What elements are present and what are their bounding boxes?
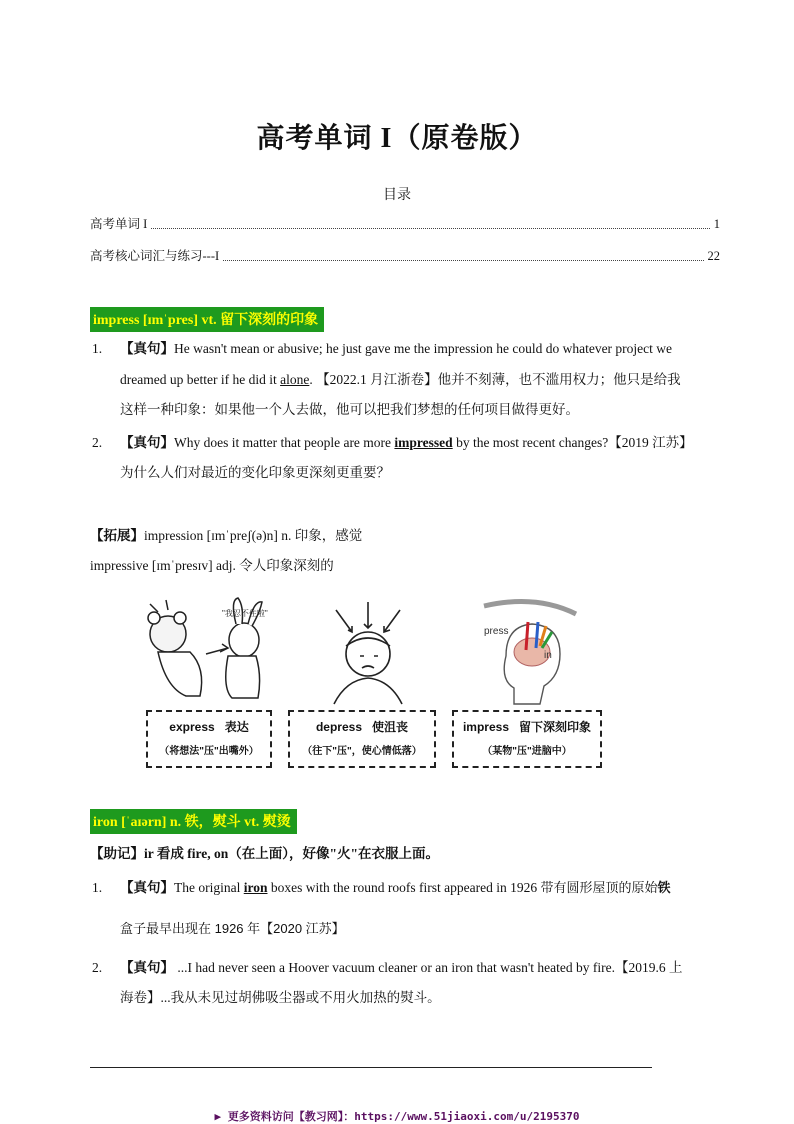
- item-number: 2.: [92, 960, 103, 975]
- card-meaning: 表达: [224, 720, 249, 734]
- toc-leader-dots: [223, 260, 703, 261]
- head-brain-cartoon: [484, 602, 576, 705]
- toc-heading: 目录: [383, 188, 411, 203]
- card-meaning: 留下深刻印象: [519, 720, 592, 734]
- sentence-text: by the most recent changes?【2019 江苏】: [452, 435, 693, 450]
- card-note: （将想法"压"出嘴外）: [159, 746, 259, 757]
- item-number: 2.: [92, 435, 103, 450]
- impress-sentence-2-line-1: [120, 433, 720, 453]
- depressed-person-cartoon: [334, 602, 402, 704]
- cartoon-drawings: [136, 596, 606, 708]
- toc-entry-label: 高考核心词汇与练习---I: [90, 249, 220, 263]
- toc-entry-page: 1: [713, 217, 720, 231]
- sentence-text: . 【2022.1 月江浙卷】他并不刻薄，也不滥用权力；他只是给我: [309, 372, 681, 387]
- keyword-underlined: iron: [243, 880, 268, 895]
- impress-card: [452, 710, 602, 768]
- toc-entry-page: 22: [707, 249, 720, 263]
- card-word: depress: [315, 720, 362, 734]
- keyword-bold: 铁: [657, 880, 671, 895]
- express-card: [146, 710, 272, 768]
- toc-entry-label: 高考单词 I: [90, 217, 148, 231]
- translation-text: 带有圆形屋顶的原始: [540, 880, 658, 895]
- extension-text: impression [ɪmˈpreʃ(ə)n] n. 印象，感觉: [144, 528, 363, 543]
- iron-sentence-1-line-1: [120, 878, 720, 898]
- iron-sentence-2-line-1: [120, 958, 720, 978]
- impress-sentence-1-translation: 这样一种印象：如果他一个人去做，他可以把我们梦想的任何项目做得更好。: [120, 402, 579, 417]
- impress-headword-tag: impress [ɪmˈpres] vt. 留下深刻的印象: [90, 307, 324, 332]
- document-title: 高考单词 I（原卷版）: [256, 123, 538, 154]
- word-root-illustration: [136, 596, 606, 708]
- real-sentence-label: 【真句】: [120, 960, 174, 975]
- impress-sentence-1-line-2: [120, 370, 720, 390]
- impress-sentence-2-translation: 为什么人们对最近的变化印象更深刻更重要？: [120, 465, 390, 480]
- in-label: in: [544, 650, 552, 661]
- card-word: impress: [462, 720, 509, 734]
- footer-link[interactable]: ▶ 更多资料访问【教习网】：https://www.51jiaoxi.com/u/2195370: [214, 1110, 580, 1123]
- speech-bubble-text: "我忍不住啦": [222, 609, 268, 618]
- depress-card: [288, 710, 436, 768]
- card-word: express: [169, 720, 215, 734]
- real-sentence-label: 【真句】: [120, 435, 174, 450]
- press-label: press: [484, 626, 509, 637]
- toc-entry[interactable]: [90, 214, 720, 232]
- card-meaning: 使沮丧: [372, 720, 409, 734]
- item-number: 1.: [92, 341, 103, 356]
- sentence-text: Why does it matter that people are more: [174, 435, 395, 450]
- card-note: （往下"压"，使心情低落）: [302, 746, 422, 757]
- sentence-text: ...I had never seen a Hoover vacuum cleaner or an iron that wasn't heated by fire.【2019.6 上: [174, 960, 683, 975]
- sentence-text: He wasn't mean or abusive; he just gave me the impression he could do whatever project we: [174, 341, 673, 356]
- extension-line-1: [90, 526, 362, 546]
- real-sentence-label: 【真句】: [120, 880, 174, 895]
- toc-leader-dots: [151, 228, 709, 229]
- item-number: 1.: [92, 880, 103, 895]
- sentence-text: dreamed up better if he did it: [120, 372, 281, 387]
- card-note: （某物"压"进脑中）: [482, 746, 572, 757]
- toc-entry[interactable]: [90, 246, 720, 264]
- extension-label: 【拓展】: [90, 528, 144, 543]
- impress-sentence-1-line-1: [120, 339, 720, 359]
- iron-headword-tag: iron [ˈaɪərn] n. 铁，熨斗 vt. 熨烫: [90, 809, 297, 834]
- footer-divider: [90, 1067, 652, 1068]
- real-sentence-label: 【真句】: [120, 341, 174, 356]
- keyword-underlined: alone: [280, 372, 310, 387]
- iron-sentence-2-translation: 海卷】...我从未见过胡佛吸尘器或不用火加热的熨斗。: [120, 990, 441, 1005]
- extension-line-2: impressive [ɪmˈpresɪv] adj. 令人印象深刻的: [90, 558, 334, 573]
- keyword-underlined: impressed: [394, 435, 453, 450]
- mnemonic-line: 【助记】ir 看成 fire, on（在上面），好像"火"在衣服上面。: [90, 846, 439, 861]
- iron-sentence-1-translation: 盒子最早出现在 1926 年【2020 江苏】: [120, 921, 345, 936]
- sentence-text: boxes with the round roofs first appeared in 1926: [267, 880, 541, 895]
- sentence-text: The original: [174, 880, 244, 895]
